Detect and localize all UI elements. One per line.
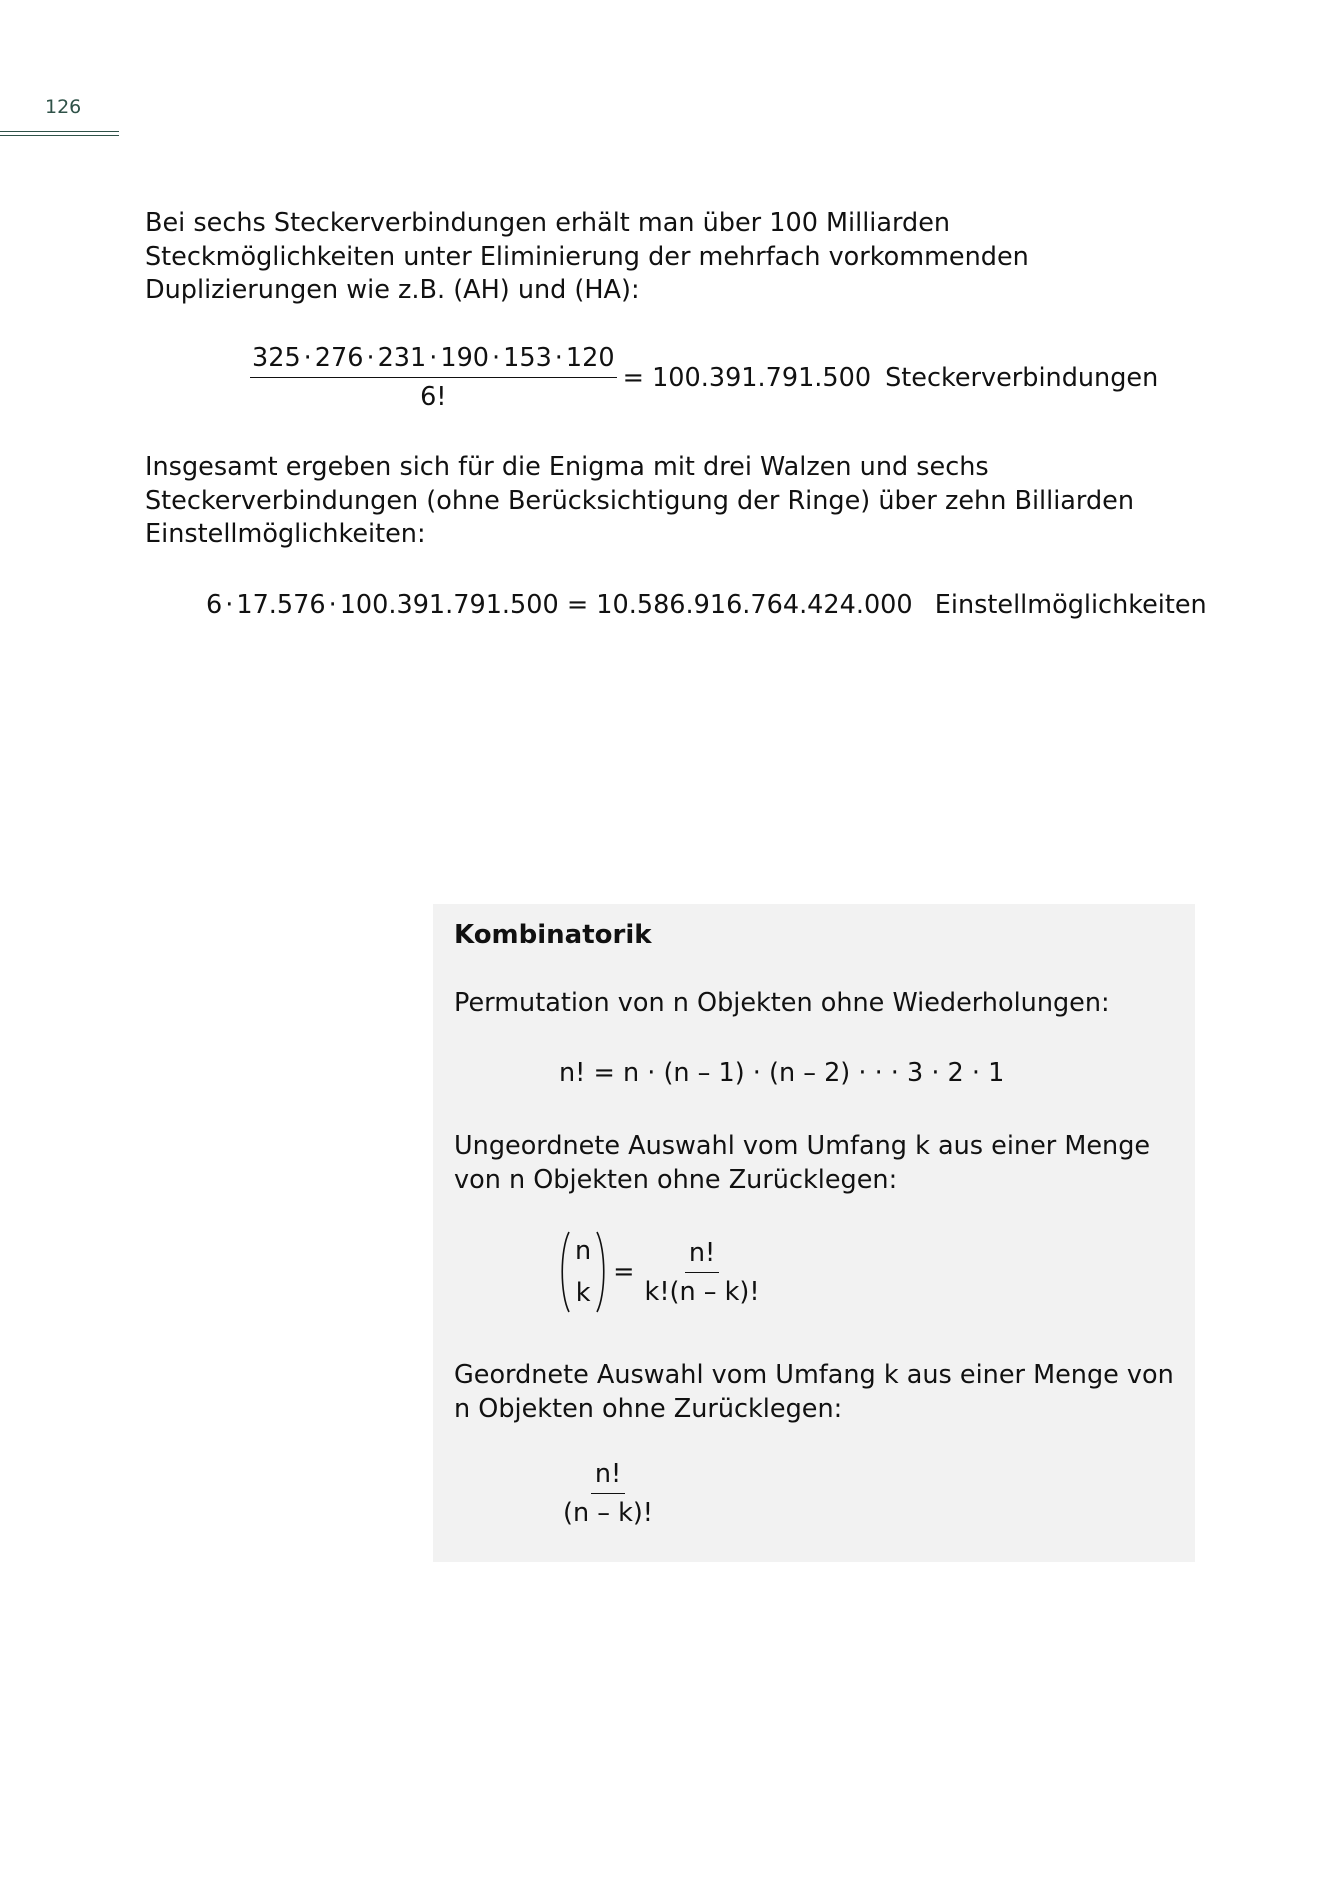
fraction	[641, 1238, 764, 1307]
ordered-selection-text: Geordnete Auswahl vom Umfang k aus einer Menge von n Objekten ohne Zurücklegen:	[454, 1360, 1174, 1424]
dot-operator: ·	[303, 343, 312, 373]
fraction-denominator: (n – k)!	[563, 1498, 654, 1528]
right-parenthesis	[595, 1230, 607, 1314]
dot-operator: ·	[554, 343, 563, 373]
fraction-numerator	[250, 343, 617, 378]
permutation-formula: n! = n · (n – 1) · (n – 2) · · · 3 · 2 · 1	[559, 1058, 1005, 1088]
fraction	[559, 1459, 657, 1528]
equals-sign: =	[613, 1257, 635, 1287]
arrangement-formula	[559, 1459, 657, 1528]
equation-result: 100.391.791.500	[652, 362, 872, 393]
permutation-text: Permutation von n Objekten ohne Wiederholungen:	[454, 988, 1110, 1018]
dot-operator: ·	[225, 590, 234, 620]
factor: 100.391.791.500	[339, 590, 559, 620]
binomial-bottom: k	[575, 1278, 591, 1308]
equals-sign: =	[566, 590, 589, 620]
equation-plugboard	[250, 343, 1158, 412]
paragraph-plugboard: Bei sechs Steckerverbindungen erhält man über 100 Milliarden Steckmöglichkeiten unter Eliminierung der mehrfach vorkommenden Duplizierungen wie z.B. (AH) und (HA):	[145, 208, 1029, 305]
header-rule-bottom	[0, 135, 119, 136]
factor: 276	[314, 343, 364, 373]
paragraph-total: Insgesamt ergeben sich für die Enigma mit drei Walzen und sechs Steckerverbindungen (ohne Berücksichtigung der Ringe) über zehn Billiarden Einstellmöglichkeiten:	[145, 452, 1135, 549]
factor: 6	[206, 590, 223, 620]
equation-total	[206, 590, 1207, 620]
factor: 231	[377, 343, 427, 373]
info-box-title: Kombinatorik	[454, 920, 652, 950]
binomial-entries	[571, 1230, 595, 1314]
dot-operator: ·	[366, 343, 375, 373]
binomial-coefficient	[559, 1230, 607, 1314]
dot-operator: ·	[492, 343, 501, 373]
equation-rhs	[623, 363, 872, 393]
fraction	[250, 343, 617, 412]
equation-result: 10.586.916.764.424.000	[596, 590, 913, 620]
factor: 190	[440, 343, 490, 373]
info-box-combinatorics	[433, 904, 1195, 1562]
binomial-formula	[559, 1230, 764, 1314]
equals-sign: =	[622, 362, 644, 393]
page-number: 126	[45, 96, 82, 118]
factor: 153	[503, 343, 552, 373]
factor: 120	[565, 343, 615, 373]
factor: 325	[252, 343, 301, 373]
dot-operator: ·	[429, 343, 438, 373]
equation-unit: Steckerverbindungen	[885, 362, 1159, 393]
fraction-denominator: k!(n – k)!	[644, 1276, 760, 1307]
header-rule-top	[0, 131, 119, 132]
left-parenthesis	[559, 1230, 571, 1314]
unordered-selection-text: Ungeordnete Auswahl vom Umfang k aus einer Menge von n Objekten ohne Zurücklegen:	[454, 1131, 1151, 1195]
dot-operator: ·	[328, 590, 337, 620]
binomial-top: n	[575, 1236, 592, 1266]
equation-unit: Einstellmöglichkeiten	[934, 590, 1207, 620]
factor: 17.576	[236, 590, 326, 620]
fraction-numerator: n!	[685, 1238, 719, 1273]
fraction-denominator: 6!	[420, 382, 447, 412]
fraction-numerator: n!	[591, 1459, 625, 1494]
